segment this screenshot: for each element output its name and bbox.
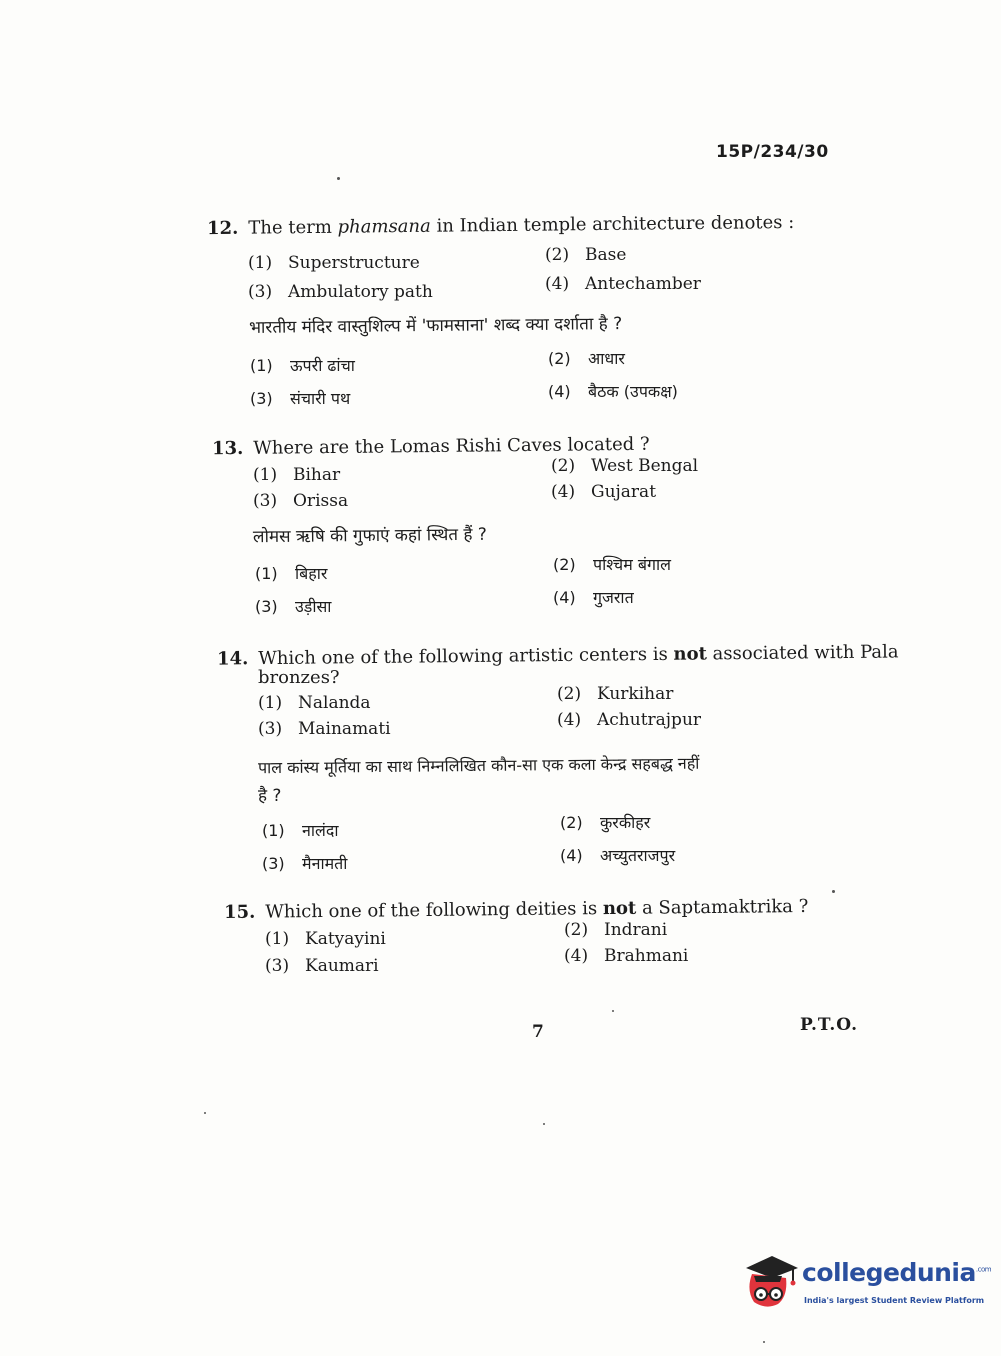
option-4: (4) Achutrajpur xyxy=(557,710,702,730)
option-1-hi: (1) ऊपरी ढांचा xyxy=(250,356,355,375)
option-2-hi: (2) आधार xyxy=(548,349,625,368)
option-2: (2) Kurkihar xyxy=(557,684,674,704)
option-1: (1) Nalanda xyxy=(258,693,371,713)
option-4: (4) Gujarat xyxy=(551,482,657,502)
option-2: (2) Base xyxy=(545,245,627,265)
option-3: (3) Ambulatory path xyxy=(248,282,433,302)
question-number: 12. xyxy=(206,217,239,240)
option-4: (4) Antechamber xyxy=(545,274,701,294)
question-text-en-line2: bronzes? xyxy=(258,667,340,688)
question-text-hi: लोमस ऋषि की गुफाएं कहां स्थित हैं ? xyxy=(252,524,487,548)
option-1-hi: (1) बिहार xyxy=(255,564,328,583)
option-1: (1) Bihar xyxy=(253,465,341,485)
page-code: 15P/234/30 xyxy=(716,142,829,162)
scan-speck xyxy=(832,890,835,893)
option-3-hi: (3) संचारी पथ xyxy=(250,389,351,408)
option-3: (3) Orissa xyxy=(253,491,349,511)
option-3-hi: (3) मैनामती xyxy=(262,854,348,873)
question-text-hi: पाल कांस्य मूर्तिया का साथ निम्नलिखित कौन-सा एक कला केन्द्र सहबद्ध नहीं xyxy=(257,753,700,778)
option-3: (3) Mainamati xyxy=(258,719,391,739)
option-2-hi: (2) पश्चिम बंगाल xyxy=(553,555,671,574)
logo-tagline: India's largest Student Review Platform xyxy=(804,1296,985,1305)
option-4: (4) Brahmani xyxy=(564,946,689,966)
mascot-icon xyxy=(742,1250,798,1312)
scan-speck xyxy=(612,1010,614,1012)
option-4-hi: (4) गुजरात xyxy=(553,588,634,607)
logo-wordmark: collegedunia$^{.com}$ xyxy=(802,1258,992,1287)
question-number: 15. xyxy=(223,901,256,924)
option-2: (2) Indrani xyxy=(564,920,668,940)
question-number: 14. xyxy=(216,648,249,670)
question-text-en: 15. Which one of the following deities is not a Saptamaktrika ? xyxy=(223,895,809,924)
option-3: (3) Kaumari xyxy=(265,956,379,976)
page-number: 7 xyxy=(532,1022,544,1042)
scan-speck xyxy=(204,1112,206,1114)
option-1: (1) Superstructure xyxy=(248,253,420,273)
option-4-hi: (4) अच्युतराजपुर xyxy=(560,846,676,865)
option-4-hi: (4) बैठक (उपकक्ष) xyxy=(548,382,678,401)
option-3-hi: (3) उड़ीसा xyxy=(255,597,332,616)
question-number: 13. xyxy=(211,437,244,460)
question-text-en: 13. Where are the Lomas Rishi Caves located ? xyxy=(211,433,650,460)
option-2-hi: (2) कुरकीहर xyxy=(560,813,651,832)
scan-speck xyxy=(543,1123,545,1125)
question-text-hi: भारतीय मंदिर वास्तुशिल्प में 'फामसाना' शब्द क्या दर्शाता है ? xyxy=(248,314,623,338)
question-text-en: 12. The term phamsana in Indian temple architecture denotes : xyxy=(206,211,795,240)
scan-speck xyxy=(763,1341,765,1343)
option-1: (1) Katyayini xyxy=(265,929,386,949)
option-2: (2) West Bengal xyxy=(551,456,699,476)
collegedunia-logo xyxy=(742,1250,992,1320)
question-text-en: 14. Which one of the following artistic centers is not associated with Pala xyxy=(216,641,899,670)
pto-label: P.T.O. xyxy=(800,1015,858,1035)
option-1-hi: (1) नालंदा xyxy=(262,821,339,840)
question-text-hi-line2: है ? xyxy=(258,786,282,806)
scan-speck xyxy=(337,177,340,180)
